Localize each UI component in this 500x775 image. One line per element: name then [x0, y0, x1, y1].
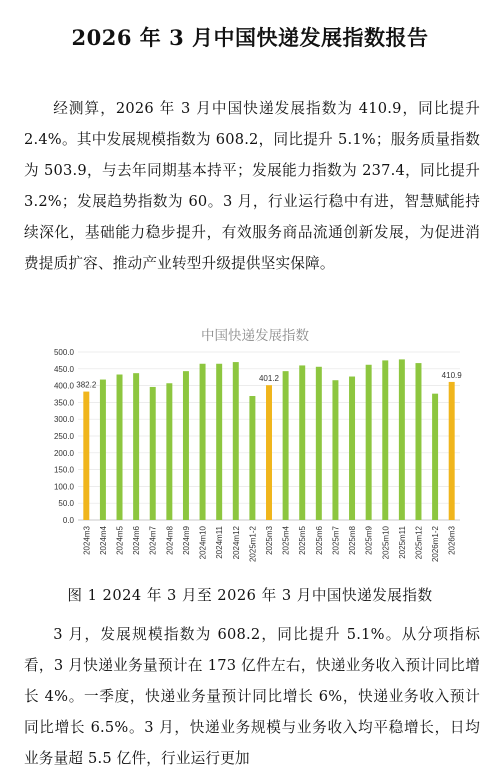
bar-2024m12 — [233, 362, 239, 520]
y-tick-label: 200.0 — [53, 448, 74, 458]
bar-2025m12 — [415, 363, 421, 520]
bar-2024m6 — [133, 373, 139, 520]
bar-2024m11 — [216, 364, 222, 520]
y-tick-label: 50.0 — [58, 499, 74, 509]
x-tick-label: 2024m5 — [115, 526, 125, 555]
y-tick-label: 350.0 — [53, 398, 74, 408]
data-label: 382.2 — [76, 380, 97, 390]
x-tick-label: 2025m12 — [414, 526, 424, 560]
bar-2024m3 — [83, 392, 89, 520]
bar-2024m8 — [166, 383, 172, 520]
x-tick-label: 2025m8 — [348, 526, 358, 555]
y-tick-label: 300.0 — [53, 415, 74, 425]
data-label: 410.9 — [441, 370, 462, 380]
x-tick-label: 2025m3 — [265, 526, 274, 555]
bar-2024m10 — [200, 364, 206, 520]
bar-2024m9 — [183, 371, 189, 520]
x-tick-label: 2024m11 — [215, 526, 225, 559]
bar-2025m4 — [283, 371, 289, 520]
x-tick-label: 2024m12 — [231, 526, 241, 560]
y-tick-label: 0.0 — [62, 516, 74, 525]
chart-title: 中国快递发展指数 — [201, 328, 309, 343]
y-tick-label: 450.0 — [53, 364, 74, 374]
report-title: 2026 年 3 月中国快递发展指数报告 — [71, 25, 429, 50]
y-tick-label: 500.0 — [53, 348, 74, 357]
x-tick-label: 2024m10 — [198, 526, 208, 560]
y-tick-label: 400.0 — [53, 381, 74, 391]
scale-paragraph: 3 月，发展规模指数为 608.2，同比提升 5.1%。从分项指标看，3 月快递业务量预计在 173 亿件左右，快递业务收入预计同比增长 4%。一季度，快递业务量预计同比增长 6%，快递业务收入预计同比增长 6.5%。3 月，快递业务规模与业务收入均平稳增长，日均业务量超 5.5 亿件，行业运行更加 — [24, 626, 480, 767]
bar-2026m1-2 — [432, 394, 438, 520]
intro-paragraph: 经测算，2026 年 3 月中国快递发展指数为 410.9，同比提升 2.4%。其中发展规模指数为 608.2，同比提升 5.1%；服务质量指数为 503.9，与去年同期基本持平；发展能力指数为 237.4，同比提升 3.2%；发展趋势指数为 60。3 月，行业运行稳中有进，智慧赋能持续深化，基础能力稳步提升，有效服务商品流通创新发展，为促进消费提质扩容、推动产业转型升级提供坚实保障。 — [24, 100, 480, 272]
x-tick-label: 2024m8 — [165, 526, 175, 555]
data-label: 401.2 — [258, 374, 280, 384]
bar-2025m3 — [266, 385, 272, 520]
x-tick-label: 2026m3 — [447, 526, 457, 555]
bar-2026m3 — [449, 382, 455, 520]
bar-2025m11 — [399, 359, 405, 520]
x-tick-label: 2024m9 — [181, 526, 191, 555]
x-tick-label: 2025m9 — [364, 526, 374, 555]
x-tick-label: 2025m7 — [331, 526, 341, 555]
y-tick-label: 150.0 — [53, 465, 74, 475]
x-tick-label: 2025m1-2 — [248, 526, 258, 563]
chart-bars — [83, 359, 454, 520]
x-tick-label: 2024m6 — [132, 526, 142, 555]
chart-y-axis — [54, 348, 75, 525]
bar-2024m5 — [117, 375, 123, 520]
bar-2025m8 — [349, 377, 355, 520]
x-tick-label: 2024m7 — [148, 526, 158, 555]
x-tick-label: 2025m4 — [281, 526, 291, 555]
y-tick-label: 250.0 — [53, 432, 74, 441]
bar-2024m4 — [100, 380, 106, 520]
x-tick-label: 2025m5 — [298, 526, 308, 555]
express-index-bar-chart — [40, 322, 470, 584]
x-tick-label: 2025m11 — [397, 526, 407, 559]
bar-2025m1-2 — [249, 396, 255, 520]
bar-2025m10 — [382, 360, 388, 520]
x-tick-label: 2025m6 — [314, 526, 324, 555]
x-tick-label: 2024m4 — [98, 526, 108, 555]
bar-2025m7 — [332, 380, 338, 520]
x-tick-label: 2025m10 — [381, 526, 391, 560]
figure-caption: 图 1 2024 年 3 月至 2026 年 3 月中国快递发展指数 — [67, 587, 433, 604]
bar-2025m9 — [366, 365, 372, 520]
x-tick-label: 2024m3 — [82, 526, 92, 555]
chart-x-axis — [82, 525, 456, 562]
bar-2024m7 — [150, 387, 156, 520]
bar-2025m6 — [316, 367, 322, 520]
x-tick-label: 2026m1-2 — [431, 526, 441, 563]
y-tick-label: 100.0 — [53, 482, 74, 492]
bar-2025m5 — [299, 365, 305, 520]
